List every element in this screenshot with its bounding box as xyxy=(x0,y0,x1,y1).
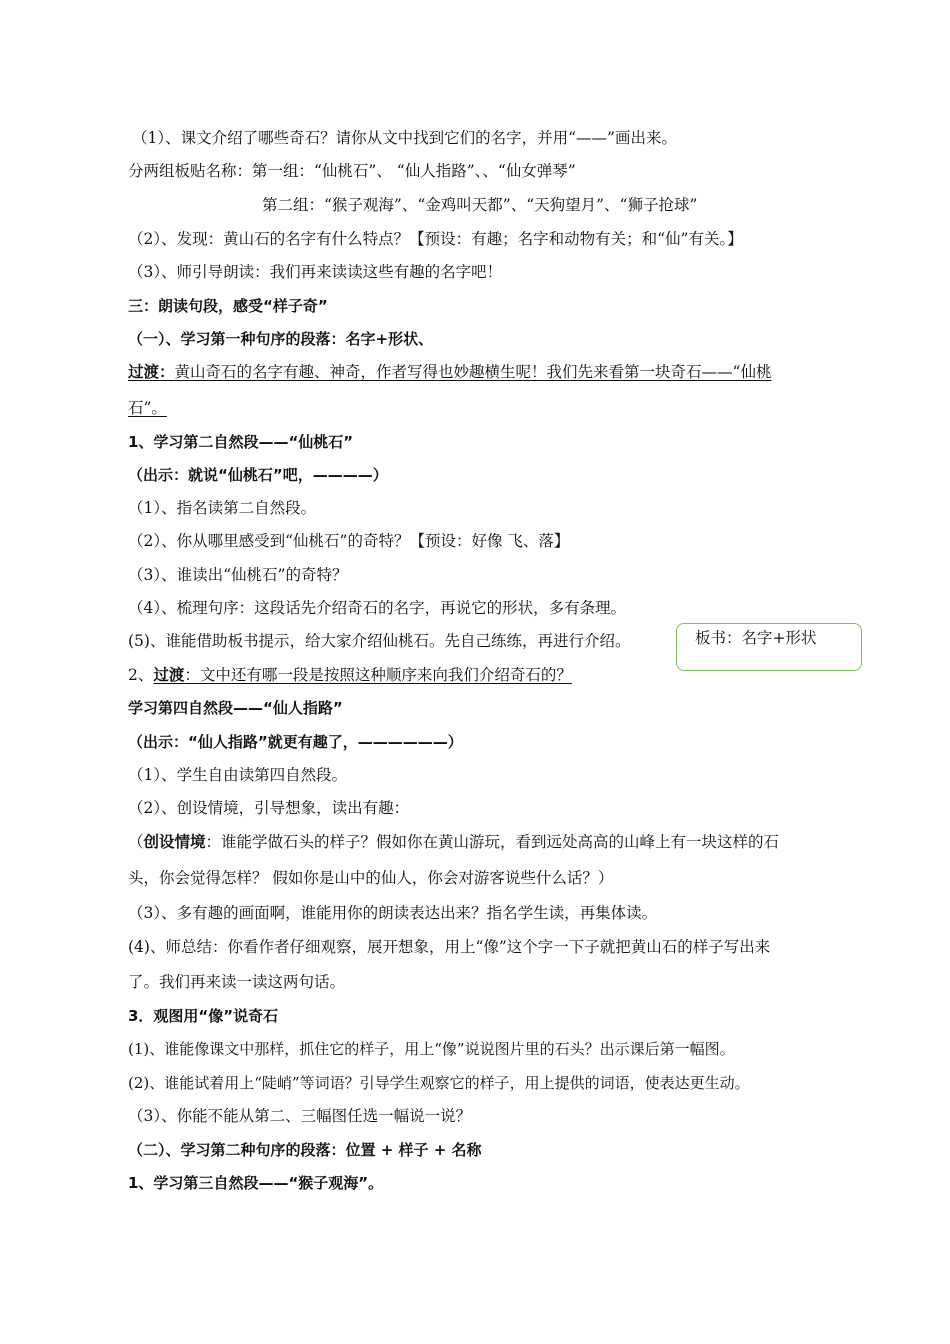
line-22: （1）、学生自由读第四自然段。 xyxy=(128,766,348,784)
line-16: (5)、谁能借助板书提示，给大家介绍仙桃石。先自己练练，再进行介绍。 xyxy=(128,632,631,650)
line-3: 第二组：“猴子观海”、“金鸡叫天都”、“天狗望月”、“狮子抢球” xyxy=(262,196,698,214)
scenario-label: 创设情境 xyxy=(143,832,206,851)
transition-text: 黄山奇石的名字有趣、神奇，作者写得也妙趣横生呢！我们先来看第一块奇石——“仙桃 xyxy=(174,363,772,381)
heading-para-3: 1、学习第三自然段——“猴子观海”。 xyxy=(128,1174,384,1192)
open-paren: （ xyxy=(128,833,144,851)
line-15: （4）、梳理句序：这段话先介绍奇石的名字，再说它的形状，多有条理。 xyxy=(128,599,627,617)
section-heading-3: 三：朗读句段，感受“样子奇” xyxy=(128,297,328,315)
transition-label: 过渡： xyxy=(128,362,175,381)
transition-paragraph-2 xyxy=(128,665,572,685)
line-32: (1)、谁能像课文中那样，抓住它的样子，用上“像”说说图片里的石头？出示课后第一幅图。 xyxy=(128,1040,735,1058)
line-30: 了。我们再来读一读这两句话。 xyxy=(128,973,346,991)
heading-para-2: 1、学习第二自然段——“仙桃石” xyxy=(128,433,354,451)
show-sentence-1: （出示：就说“仙桃石”吧，————） xyxy=(128,466,388,484)
line-13: （2）、你从哪里感受到“仙桃石”的奇特？【预设：好像 飞、落】 xyxy=(128,532,570,550)
line-14: （3）、谁读出“仙桃石”的奇特？ xyxy=(128,566,348,584)
transition-text-cont: 石”。 xyxy=(128,399,167,417)
line-1: （1）、课文介绍了哪些奇石？请你从文中找到它们的名字，并用“——”画出来。 xyxy=(132,129,677,147)
line-12: （1）、指名读第二自然段。 xyxy=(128,499,317,517)
subsection-heading-2: （二）、学习第二种句序的段落：位置 + 样子 + 名称 xyxy=(128,1141,482,1159)
transition-text-2: ：文中还有哪一段是按照这种顺序来向我们介绍奇石的？ xyxy=(184,666,572,684)
show-sentence-2: （出示：“仙人指路”就更有趣了，——————） xyxy=(128,733,463,751)
line-5: （3）、师引导朗读：我们再来读读这些有趣的名字吧！ xyxy=(128,263,503,281)
scenario-paragraph xyxy=(128,832,779,852)
subsection-heading-1: （一）、学习第一种句序的段落：名字+形状、 xyxy=(128,330,434,348)
heading-para-4: 学习第四自然段——“仙人指路” xyxy=(128,699,343,717)
line-34: （3）、你能不能从第二、三幅图任选一幅说一说？ xyxy=(128,1107,472,1125)
line-4: （2）、发现：黄山石的名字有什么特点？【预设：有趣；名字和动物有关；和“仙”有关。】 xyxy=(128,230,743,248)
scenario-text-cont: 头，你会觉得怎样？ 假如你是山中的仙人，你会对游客说些什么话？） xyxy=(128,869,614,887)
blackboard-note-box: 板书：名字+形状 xyxy=(676,623,862,671)
line-23: （2）、创设情境，引导想象，读出有趣： xyxy=(128,799,410,817)
line-2: 分两组板贴名称：第一组：“仙桃石”、 “仙人指路”、、“仙女弹琴” xyxy=(128,162,576,180)
line-29: (4)、师总结：你看作者仔细观察，展开想象，用上“像”这个字一下子就把黄山石的样子写出来 xyxy=(128,938,771,956)
line-33: (2)、谁能试着用上“陡峭”等词语？引导学生观察它的样子，用上提供的词语，使表达更生动。 xyxy=(128,1074,750,1092)
item-number: 2、 xyxy=(128,666,154,684)
heading-3: 3．观图用“像”说奇石 xyxy=(128,1007,279,1025)
scenario-text: ：谁能学做石头的样子？假如你在黄山游玩，看到远处高高的山峰上有一块这样的石 xyxy=(205,833,780,851)
transition-paragraph-1 xyxy=(128,362,771,382)
line-28: （3）、多有趣的画面啊，谁能用你的朗读表达出来？指名学生读，再集体读。 xyxy=(128,904,658,922)
transition-label-2: 过渡 xyxy=(153,665,185,684)
